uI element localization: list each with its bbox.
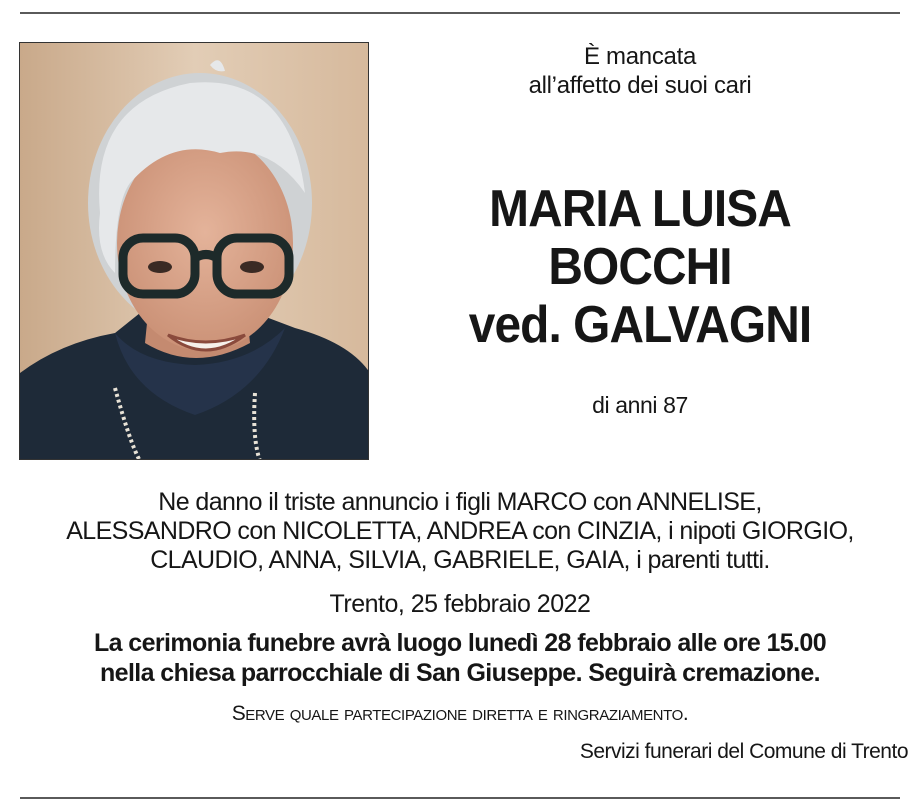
place-date: Trento, 25 febbraio 2022: [329, 590, 591, 618]
bottom-rule: [20, 797, 900, 799]
name-line-2: BOCCHI: [548, 238, 732, 296]
intro-line-2: all’affetto dei suoi cari: [528, 72, 752, 99]
participation-notice: Serve quale partecipazione diretta e ringraziamento.: [231, 702, 689, 725]
deceased-name: [419, 180, 861, 354]
intro-text: [400, 42, 880, 100]
announcement-line-3: CLAUDIO, ANNA, SILVIA, GABRIELE, GAIA, i parenti tutti.: [150, 546, 770, 574]
funeral-agency: Servizi funerari del Comune di Trento: [579, 740, 908, 763]
top-rule: [20, 12, 900, 14]
name-line-3: ved. GALVAGNI: [468, 296, 812, 354]
announcement-line-2: ALESSANDRO con NICOLETTA, ANDREA con CINZIA, i nipoti GIORGIO,: [66, 517, 854, 545]
ceremony-line-2: nella chiesa parrocchiale di San Giuseppe. Seguirà cremazione.: [99, 659, 821, 687]
portrait-illustration: [20, 43, 369, 460]
ceremony-text: [20, 628, 900, 688]
name-line-1: MARIA LUISA: [489, 180, 791, 238]
ceremony-line-1: La cerimonia funebre avrà luogo lunedì 28 febbraio alle ore 15.00: [93, 629, 827, 657]
age-text: di anni 87: [592, 392, 688, 418]
announcement-line-1: Ne danno il triste annuncio i figli MARCO con ANNELISE,: [158, 488, 762, 516]
intro-line-1: È mancata: [583, 43, 697, 70]
announcement-text: [20, 488, 900, 575]
portrait-photo: [19, 42, 369, 460]
